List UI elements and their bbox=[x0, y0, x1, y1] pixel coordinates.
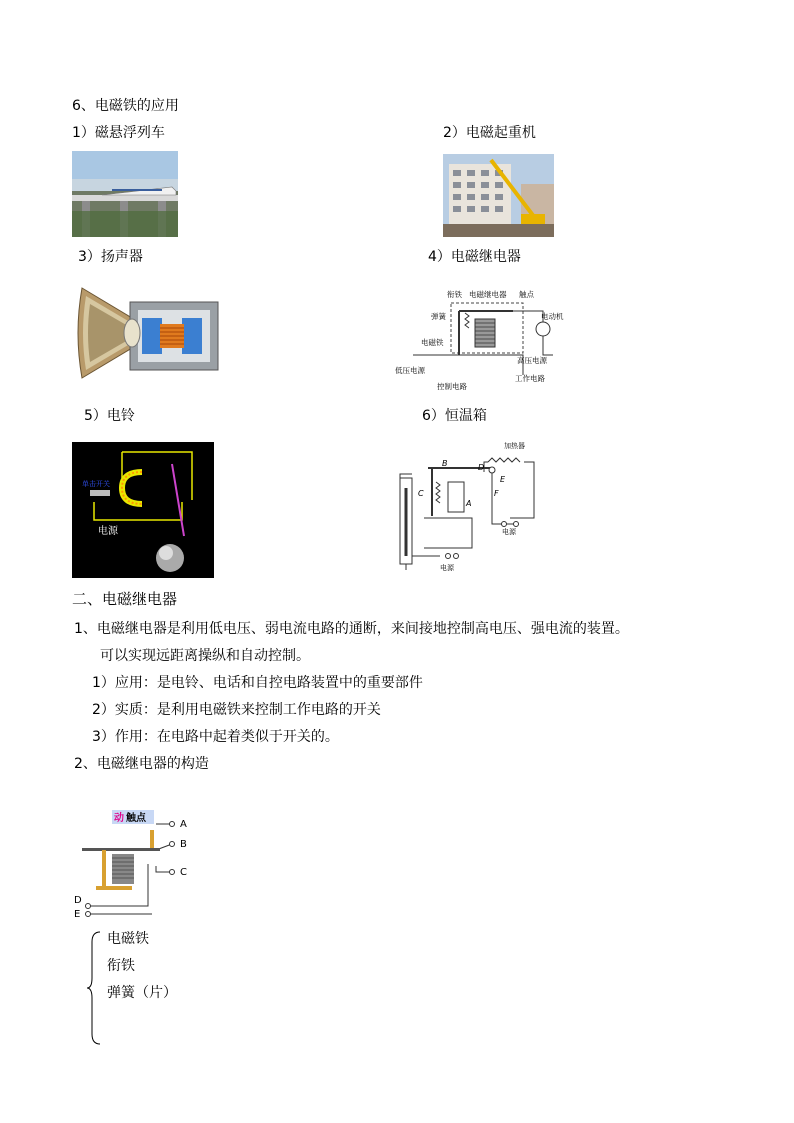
electromagnet-label: 电磁铁 bbox=[421, 338, 444, 347]
item-maglev-label: 1）磁悬浮列车 bbox=[72, 125, 165, 141]
terminal-C: C bbox=[180, 867, 187, 878]
label-E: E bbox=[500, 475, 506, 484]
relay-structure-heading: 2、电磁继电器的构造 bbox=[74, 756, 209, 772]
relay-application: 1）应用：是电铃、电话和自控电路装置中的重要部件 bbox=[92, 675, 423, 691]
contact-label: 触点 bbox=[519, 290, 534, 299]
relay-definition: 1、电磁继电器是利用低电压、弱电流电路的通断，来间接地控制高电压、强电流的装置。 bbox=[74, 621, 629, 637]
label-D: D bbox=[478, 463, 485, 472]
item-bell-label: 5）电铃 bbox=[84, 408, 135, 424]
part-electromagnet: 电磁铁 bbox=[107, 931, 149, 947]
label-A: A bbox=[466, 499, 472, 508]
label-B: B bbox=[442, 459, 448, 468]
armature-label: 衔铁 bbox=[447, 290, 462, 299]
relay-function: 3）作用：在电路中起着类似于开关的。 bbox=[92, 729, 339, 745]
part-armature: 衔铁 bbox=[107, 958, 135, 974]
incubator-power-label-1: 电源 bbox=[502, 528, 516, 536]
relay-label: 电磁继电器 bbox=[469, 290, 507, 299]
label-F: F bbox=[494, 489, 499, 498]
motor-label: 电动机 bbox=[541, 312, 564, 321]
relay-structure-diagram bbox=[72, 806, 200, 918]
electromagnetic-crane-photo bbox=[443, 154, 554, 237]
control-circuit-label: 控制电路 bbox=[437, 382, 467, 391]
relay-circuit-diagram bbox=[393, 285, 573, 395]
contact-label-structure: 触点 bbox=[126, 813, 146, 824]
relay-essence: 2）实质：是利用电磁铁来控制工作电路的开关 bbox=[92, 702, 381, 718]
switch-label: 单击开关 bbox=[82, 480, 110, 488]
spring-label: 弹簧 bbox=[431, 312, 446, 321]
label-C: C bbox=[418, 489, 424, 498]
terminal-E: E bbox=[74, 909, 81, 918]
left-brace bbox=[86, 930, 102, 1046]
incubator-circuit-diagram bbox=[392, 438, 544, 578]
item-relay-label: 4）电磁继电器 bbox=[428, 249, 521, 265]
maglev-train-photo bbox=[72, 151, 178, 237]
speaker-cutaway-image bbox=[72, 278, 220, 388]
low-voltage-label: 低压电源 bbox=[395, 366, 425, 375]
section-heading: 6、电磁铁的应用 bbox=[72, 98, 179, 114]
item-incubator-label: 6）恒温箱 bbox=[422, 408, 487, 424]
part-spring: 弹簧（片） bbox=[107, 985, 177, 1001]
electric-bell-diagram bbox=[72, 442, 214, 578]
relay-definition-cont: 可以实现远距离操纵和自动控制。 bbox=[100, 648, 310, 664]
terminal-B: B bbox=[180, 839, 187, 850]
terminal-A: A bbox=[180, 819, 187, 830]
item-speaker-label: 3）扬声器 bbox=[78, 249, 143, 265]
moving-label: 动 bbox=[114, 813, 124, 824]
item-crane-label: 2）电磁起重机 bbox=[443, 125, 536, 141]
bell-power-label: 电源 bbox=[98, 526, 118, 537]
terminal-D: D bbox=[74, 895, 82, 906]
high-voltage-label: 高压电源 bbox=[517, 356, 547, 365]
incubator-power-label-2: 电源 bbox=[440, 564, 454, 572]
section2-heading: 二、电磁继电器 bbox=[72, 590, 178, 608]
heater-label: 加热器 bbox=[504, 442, 525, 450]
work-circuit-label: 工作电路 bbox=[515, 374, 545, 383]
